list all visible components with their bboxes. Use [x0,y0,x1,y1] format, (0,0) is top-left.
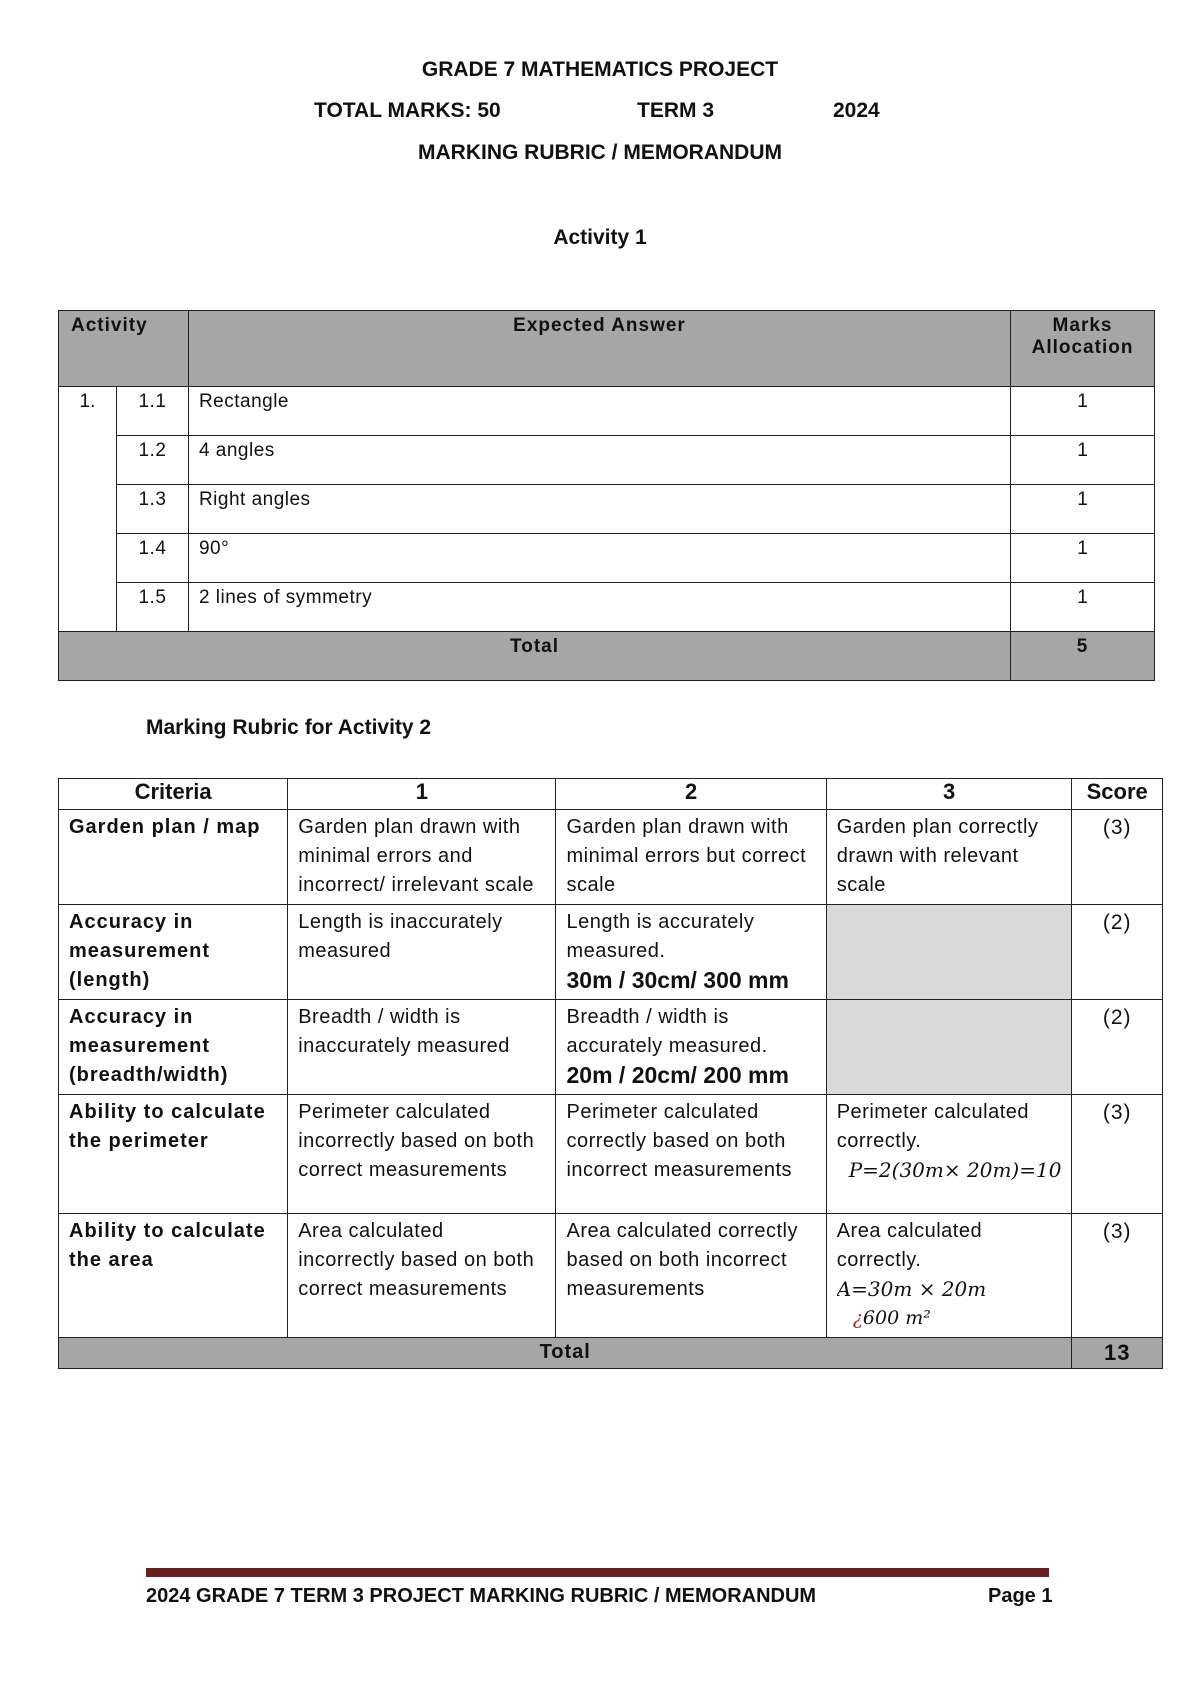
table-row [59,905,1163,1000]
column-header-score: Score [1072,779,1163,810]
score-cell: (3) [1072,810,1163,905]
level-3-cell-empty [826,1000,1072,1095]
level-2-text: Length is accurately measured. [566,911,755,962]
expected-answer: Right angles [188,485,1010,534]
activity1-table [58,310,1155,681]
table-row [59,534,1155,583]
document-title: GRADE 7 MATHEMATICS PROJECT [421,58,779,81]
rubric-title: Marking Rubric for Activity 2 [146,716,432,739]
level-1-cell: Breadth / width is inaccurately measured [288,1000,556,1095]
level-3-cell [826,1214,1072,1338]
score-cell: (3) [1072,1214,1163,1338]
column-header-criteria: Criteria [59,779,288,810]
marks-value: 1 [1011,436,1155,485]
marks-value: 1 [1011,534,1155,583]
rubric-header-row [59,779,1163,810]
total-label: Total [59,1338,1072,1369]
level-2-cell [556,905,826,1000]
activity1-title: Activity 1 [553,226,647,249]
level-1-cell: Area calculated incorrectly based on both correct measurements [288,1214,556,1338]
activity1-total-row [59,632,1155,681]
sub-question-number: 1.5 [116,583,188,632]
expected-answer: 90° [188,534,1010,583]
level-2-text: Breadth / width is accurately measured. [566,1006,768,1057]
area-result [837,1304,1062,1333]
table-row [59,387,1155,436]
score-cell: (2) [1072,1000,1163,1095]
column-header-level-2: 2 [556,779,826,810]
footer-title: 2024 GRADE 7 TERM 3 PROJECT MARKING RUBRIC / MEMORANDUM [146,1585,817,1607]
table-row [59,1095,1163,1214]
column-header-expected-answer: Expected Answer [188,311,1010,387]
marks-value: 1 [1011,583,1155,632]
sub-question-number: 1.4 [116,534,188,583]
marks-value: 1 [1011,485,1155,534]
length-measurement-value: 30m / 30cm/ 300 mm [566,967,789,993]
area-result-prefix: ¿ [852,1307,863,1329]
activity-number: 1. [59,387,117,632]
year-label: 2024 [833,99,880,122]
level-2-cell: Area calculated correctly based on both incorrect measurements [556,1214,826,1338]
perimeter-formula: P=2(30m× 20m)=10 [848,1158,1062,1182]
table-row [59,1214,1163,1338]
table-row [59,485,1155,534]
level-1-cell: Length is inaccurately measured [288,905,556,1000]
sub-question-number: 1.1 [116,387,188,436]
level-1-cell: Perimeter calculated incorrectly based on both correct measurements [288,1095,556,1214]
level-2-cell: Garden plan drawn with minimal errors but correct scale [556,810,826,905]
expected-answer: Rectangle [188,387,1010,436]
column-header-level-1: 1 [288,779,556,810]
table-row [59,436,1155,485]
level-3-text: Perimeter calculated correctly. [836,1101,1030,1152]
level-3-cell: Garden plan correctly drawn with relevant scale [826,810,1072,905]
criteria-cell: Ability to calculate the perimeter [59,1095,288,1214]
footer-divider [146,1568,1049,1577]
expected-answer: 2 lines of symmetry [188,583,1010,632]
criteria-cell: Accuracy in measurement (length) [59,905,288,1000]
term-label: TERM 3 [637,99,715,122]
document-subtitle: MARKING RUBRIC / MEMORANDUM [418,141,782,164]
table-row [59,1000,1163,1095]
column-header-level-3: 3 [826,779,1072,810]
breadth-measurement-value: 20m / 20cm/ 200 mm [566,1062,789,1088]
sub-question-number: 1.3 [116,485,188,534]
score-cell: (3) [1072,1095,1163,1214]
level-3-cell [826,1095,1072,1214]
criteria-cell: Accuracy in measurement (breadth/width) [59,1000,288,1095]
total-marks-label: TOTAL MARKS: 50 [314,99,501,122]
expected-answer: 4 angles [188,436,1010,485]
level-2-cell: Perimeter calculated correctly based on both incorrect measurements [556,1095,826,1214]
score-cell: (2) [1072,905,1163,1000]
level-3-text: Area calculated correctly. [836,1220,983,1271]
level-3-cell-empty [826,905,1072,1000]
sub-question-number: 1.2 [116,436,188,485]
marks-value: 1 [1011,387,1155,436]
criteria-cell: Garden plan / map [59,810,288,905]
column-header-marks-allocation: Marks Allocation [1011,311,1155,387]
rubric-table [58,778,1163,1369]
table-row [59,810,1163,905]
total-label: Total [59,632,1011,681]
activity1-header-row [59,311,1155,387]
table-row [59,583,1155,632]
area-formula: A=30m × 20m [836,1277,987,1301]
area-result-value: 600 m² [862,1307,931,1329]
total-value: 5 [1011,632,1155,681]
rubric-total-row [59,1338,1163,1369]
column-header-activity: Activity [59,311,189,387]
level-1-cell: Garden plan drawn with minimal errors and incorrect/ irrelevant scale [288,810,556,905]
page-number: Page 1 [988,1585,1053,1607]
level-2-cell [556,1000,826,1095]
criteria-cell: Ability to calculate the area [59,1214,288,1338]
total-value: 13 [1072,1338,1163,1369]
